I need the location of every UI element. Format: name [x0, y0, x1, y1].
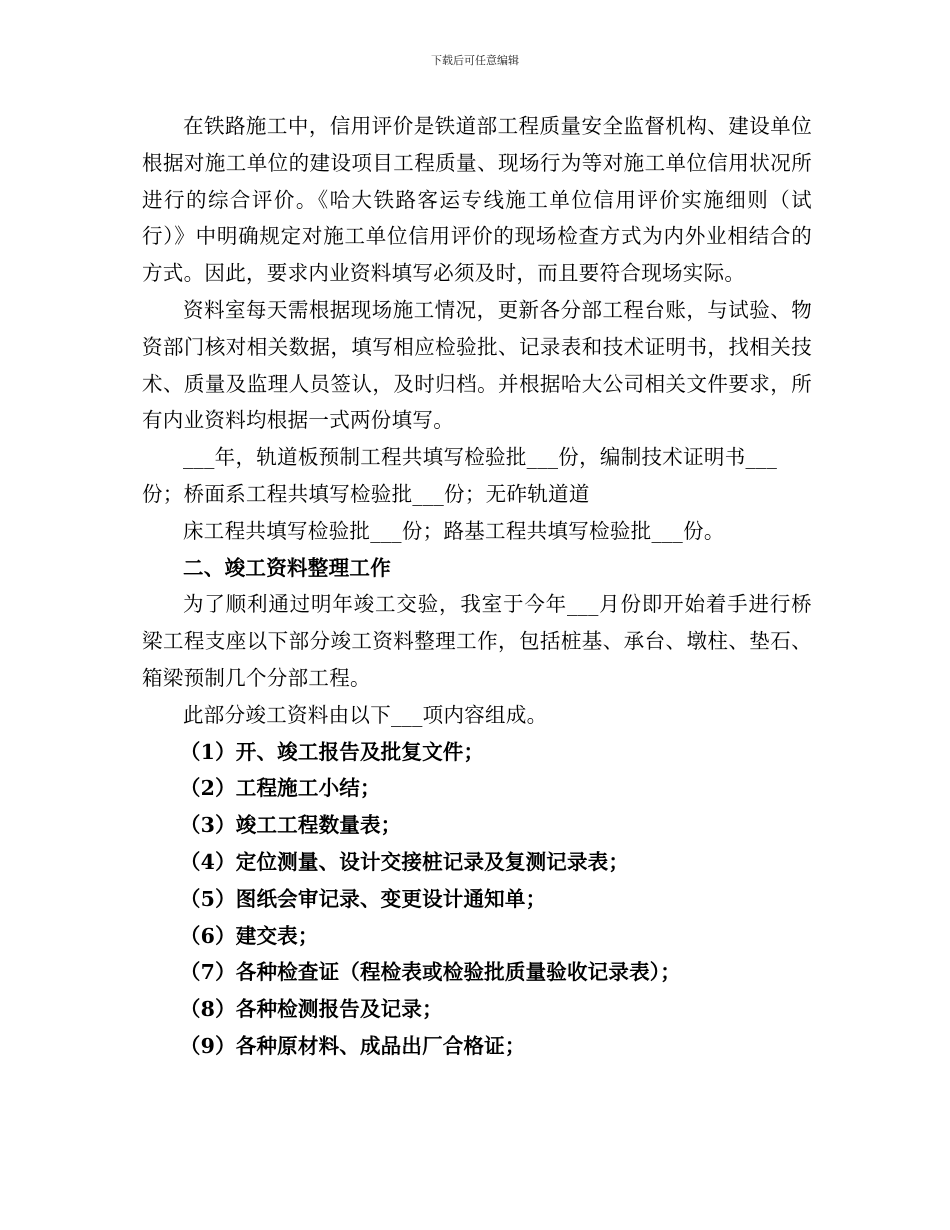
paragraph-data-room: 资料室每天需根据现场施工情况，更新各分部工程台账，与试验、物资部门核对相关数据，填写相应检验批、记录表和技术证明书，找相关技术、质量及监理人员签认，及时归档。并根据哈大公司相关文件要求，所有内业资料均根据一式两份填写。 — [142, 297, 812, 433]
list-item: （5）图纸会审记录、变更设计通知单； — [179, 886, 547, 911]
paragraph-composition: 此部分竣工资料由以下___项内容组成。 — [183, 702, 548, 727]
document-body — [142, 108, 812, 1065]
list-item: （1）开、竣工报告及批复文件； — [179, 739, 485, 764]
list-item: （4）定位测量、设计交接桩记录及复测记录表； — [179, 849, 630, 874]
list-item: （2）工程施工小结； — [179, 776, 381, 801]
paragraph-completion-intro: 为了顺利通过明年竣工交验，我室于今年___月份即开始着手进行桥梁工程支座以下部分竣工资料整理工作，包括桩基、承台、墩柱、垫石、箱梁预制几个分部工程。 — [142, 592, 812, 690]
paragraph-credit-evaluation: 在铁路施工中，信用评价是铁道部工程质量安全监督机构、建设单位根据对施工单位的建设项目工程质量、现场行为等对施工单位信用状况所进行的综合评价。《哈大铁路客运专线施工单位信用评价实施细则（试行）》中明确规定对施工单位信用评价的现场检查方式为内外业相结合的方式。因此，要求内业资料填写必须及时，而且要符合现场实际。 — [142, 114, 812, 286]
paragraph-statistics-line3: 床工程共填写检验批___份；路基工程共填写检验批___份。 — [183, 518, 725, 543]
list-item: （7）各种检查证（程检表或检验批质量验收记录表）； — [179, 960, 681, 985]
section-heading-completion-docs: 二、竣工资料整理工作 — [183, 555, 391, 580]
list-item: （3）竣工工程数量表； — [179, 813, 402, 838]
page-header: 下载后可任意编辑 — [431, 54, 519, 67]
paragraph-statistics-line1: ___年，轨道板预制工程共填写检验批___份，编制技术证明书___ — [183, 445, 778, 470]
list-item: （9）各种原材料、成品出厂合格证； — [179, 1033, 526, 1058]
list-item: （6）建交表； — [179, 923, 319, 948]
completion-docs-list — [142, 734, 812, 1065]
paragraph-statistics-line2: 份；桥面系工程共填写检验批___份；无砟轨道道 — [142, 481, 590, 506]
list-item: （8）各种检测报告及记录； — [179, 997, 443, 1022]
